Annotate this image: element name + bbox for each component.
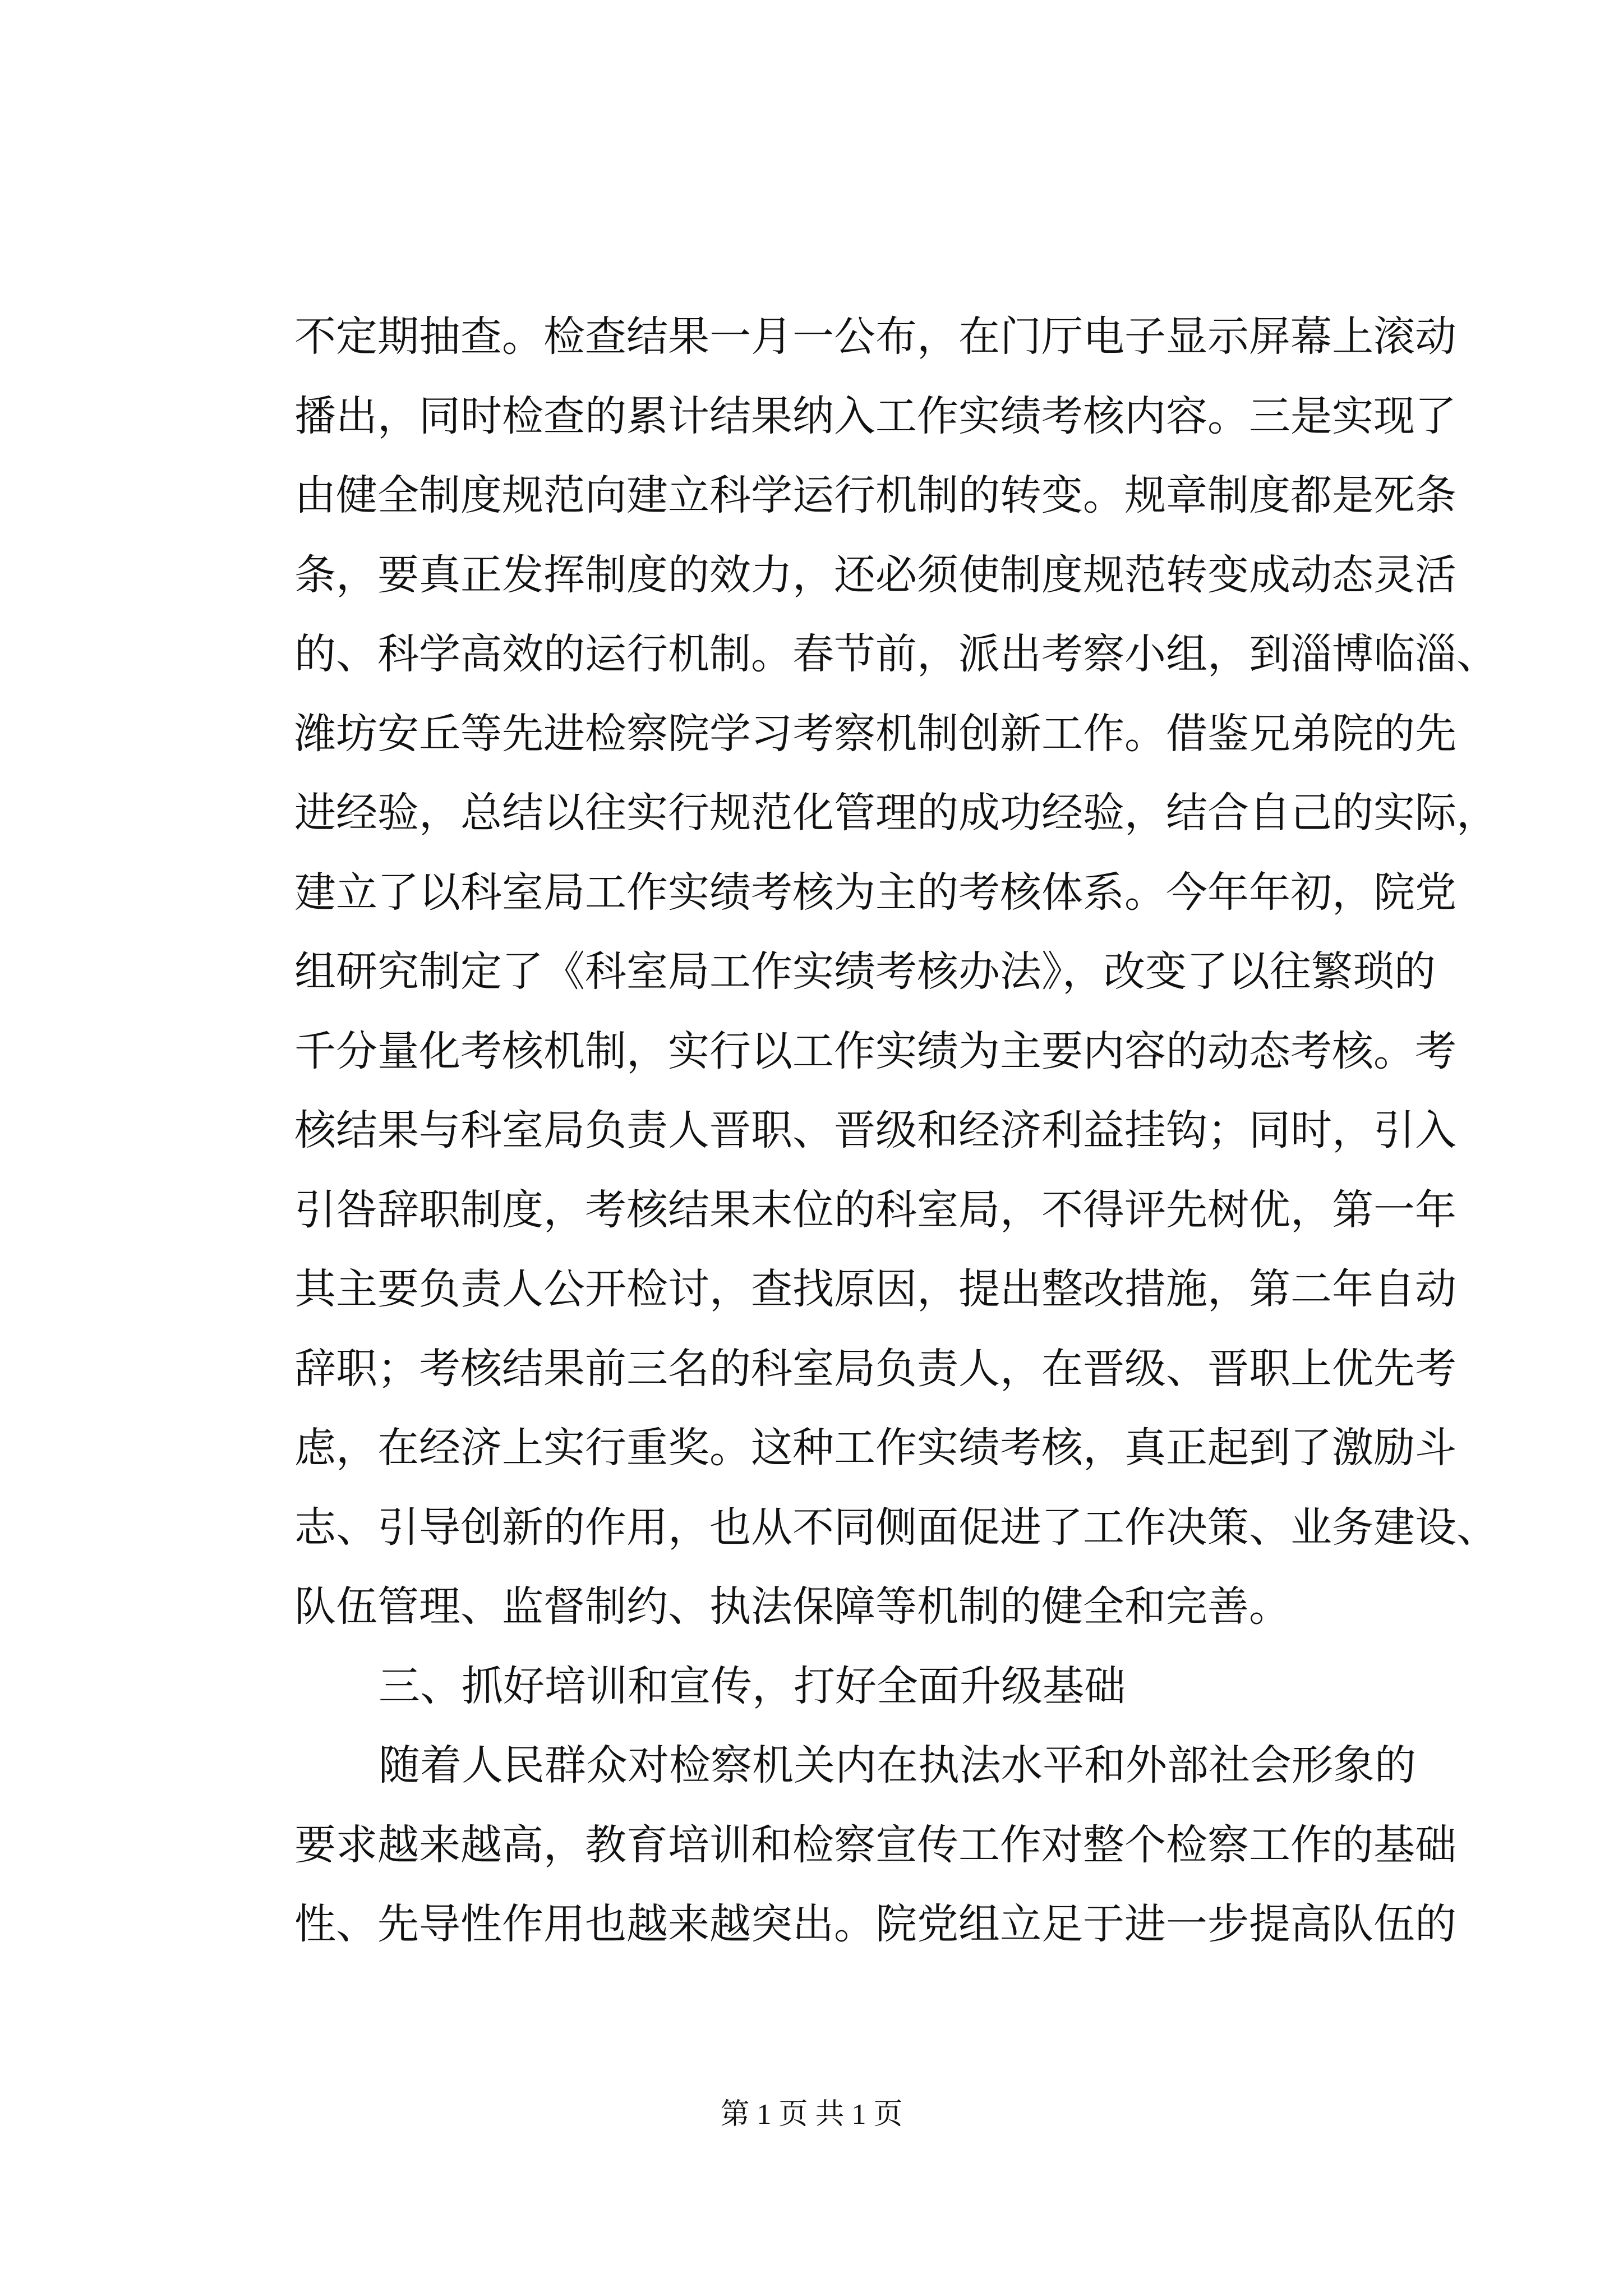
text-line: 的、科学高效的运行机制。春节前，派出考察小组，到淄博临淄、 <box>294 630 1498 678</box>
text-line: 随着人民群众对检察机关内在执法水平和外部社会形象的 <box>379 1741 1416 1789</box>
page-footer: 第 1 页 共 1 页 <box>720 2099 903 2131</box>
text-line: 核结果与科室局负责人晋职、晋级和经济利益挂钩；同时，引入 <box>294 1106 1456 1154</box>
text-line: 其主要负责人公开检讨，查找原因，提出整改措施，第二年自动 <box>294 1265 1456 1313</box>
text-line: 队伍管理、监督制约、执法保障等机制的健全和完善。 <box>294 1582 1290 1631</box>
text-line: 性、先导性作用也越来越突出。院党组立足于进一步提高队伍的 <box>294 1900 1456 1948</box>
text-line: 由健全制度规范向建立科学运行机制的转变。规章制度都是死条 <box>294 471 1456 519</box>
text-line: 不定期抽查。检查结果一月一公布，在门厅电子显示屏幕上滚动 <box>294 312 1456 361</box>
text-line: 进经验，总结以往实行规范化管理的成功经验，结合自己的实际， <box>294 789 1498 837</box>
text-line: 虑，在经济上实行重奖。这种工作实绩考核，真正起到了激励斗 <box>294 1424 1456 1472</box>
text-line: 潍坊安丘等先进检察院学习考察机制创新工作。借鉴兄弟院的先 <box>294 709 1456 758</box>
section-heading: 三、抓好培训和宣传，打好全面升级基础 <box>379 1662 1126 1710</box>
text-line: 条，要真正发挥制度的效力，还必须使制度规范转变成动态灵活 <box>294 550 1456 599</box>
text-line: 播出，同时检查的累计结果纳入工作实绩考核内容。三是实现了 <box>294 392 1456 440</box>
text-line: 辞职；考核结果前三名的科室局负责人，在晋级、晋职上优先考 <box>294 1344 1456 1393</box>
text-line: 千分量化考核机制，实行以工作实绩为主要内容的动态考核。考 <box>294 1027 1456 1075</box>
text-line: 建立了以科室局工作实绩考核为主的考核体系。今年年初，院党 <box>294 868 1456 917</box>
body-text <box>294 297 1498 1964</box>
text-line: 要求越来越高，教育培训和检察宣传工作对整个检察工作的基础 <box>294 1820 1456 1869</box>
text-line: 组研究制定了《科室局工作实绩考核办法》，改变了以往繁琐的 <box>294 947 1436 996</box>
text-line: 引咎辞职制度，考核结果末位的科室局，不得评先树优，第一年 <box>294 1185 1456 1234</box>
text-line: 志、引导创新的作用，也从不同侧面促进了工作决策、业务建设、 <box>294 1503 1498 1552</box>
